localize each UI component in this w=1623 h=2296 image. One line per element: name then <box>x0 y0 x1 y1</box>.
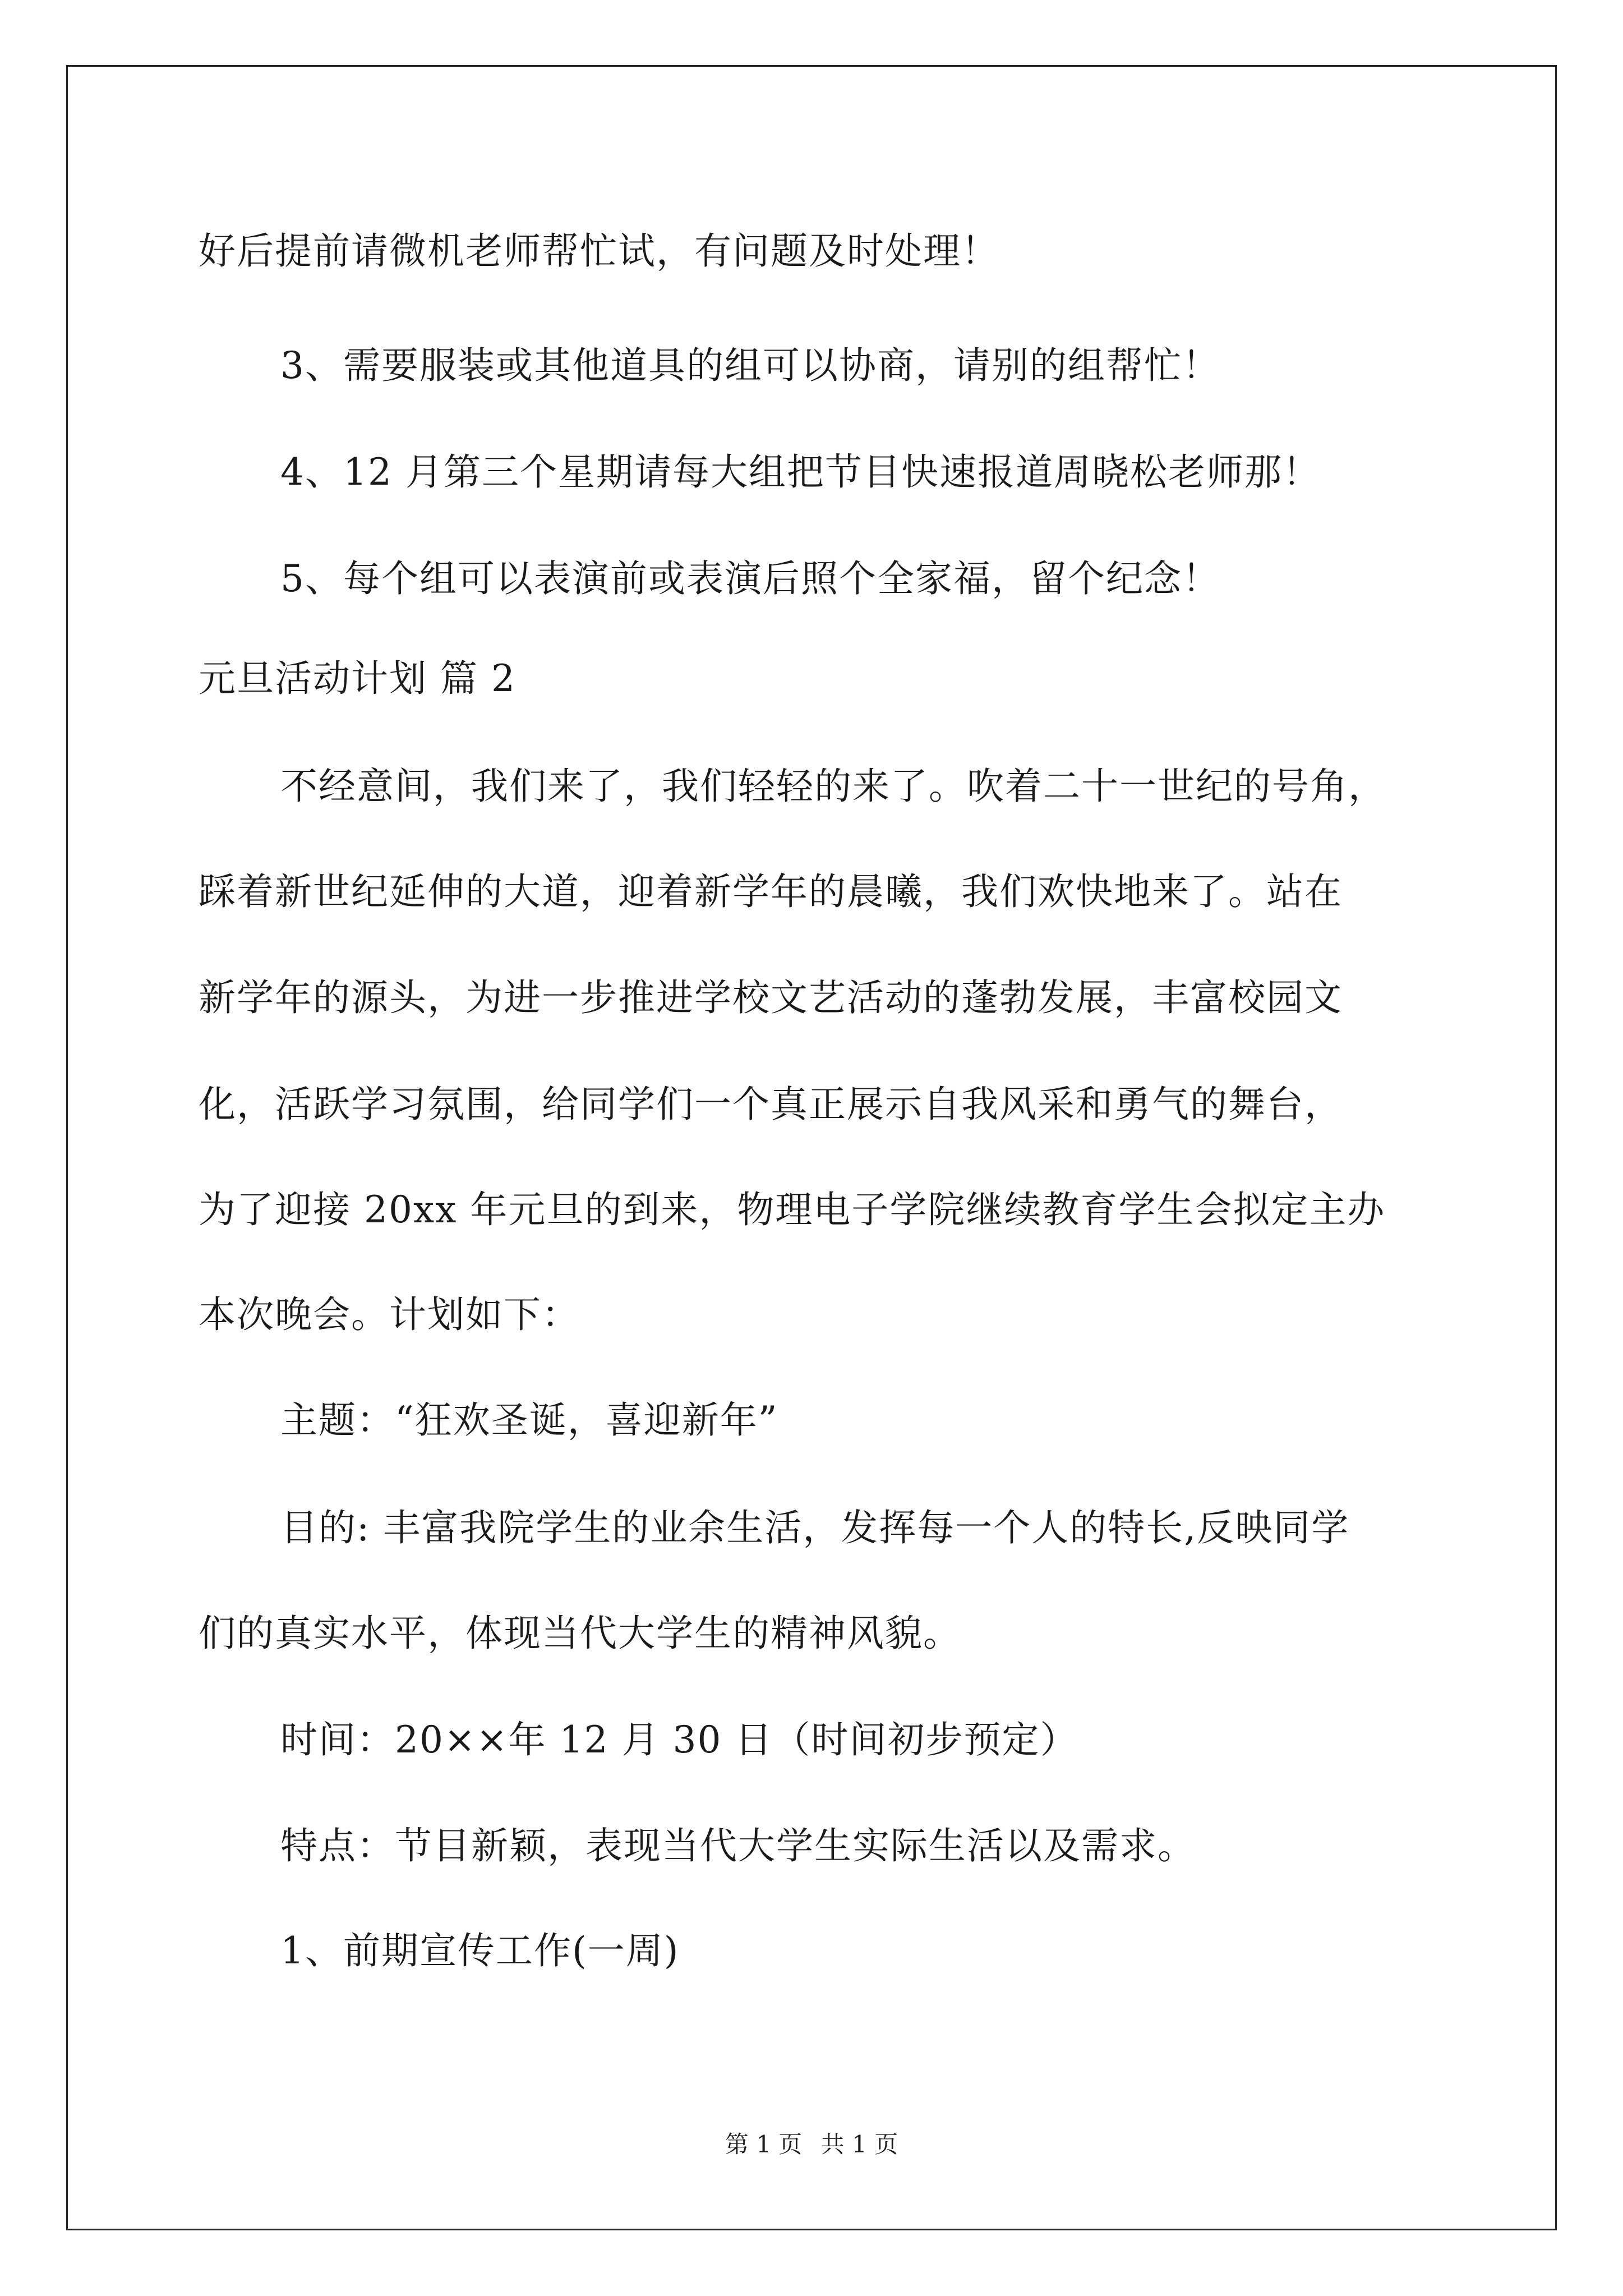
body-line: 好后提前请微机老师帮忙试，有问题及时处理！ <box>199 229 999 273</box>
page-footer <box>0 2129 1623 2160</box>
body-line: 不经意间，我们来了，我们轻轻的来了。吹着二十一世纪的号角， <box>280 765 1386 808</box>
body-line: 4、12 月第三个星期请每大组把节目快速报道周晓松老师那！ <box>280 450 1321 494</box>
body-line: 3、需要服装或其他道具的组可以协商，请别的组帮忙！ <box>280 344 1220 387</box>
body-line: 化，活跃学习氛围，给同学们一个真正展示自我风采和勇气的舞台， <box>199 1083 1343 1126</box>
body-line: 特点：节目新颖，表现当代大学生实际生活以及需求。 <box>280 1824 1196 1867</box>
body-line: 踩着新世纪延伸的大道，迎着新学年的晨曦，我们欢快地来了。站在 <box>199 870 1343 913</box>
body-line: 本次晚会。计划如下： <box>199 1293 580 1336</box>
body-line: 新学年的源头，为进一步推进学校文艺活动的蓬勃发展，丰富校园文 <box>199 976 1343 1019</box>
page-border <box>66 65 1557 2230</box>
body-line: 1、前期宣传工作(一周) <box>280 1929 680 1972</box>
body-line: 时间：20××年 12 月 30 日（时间初步预定） <box>280 1718 1078 1761</box>
body-line: 们的真实水平，体现当代大学生的精神风貌。 <box>199 1612 961 1655</box>
body-line: 为了迎接 20xx 年元旦的到来，物理电子学院继续教育学生会拟定主办 <box>199 1188 1386 1231</box>
body-line: 目的: 丰富我院学生的业余生活，发挥每一个人的特长,反映同学 <box>280 1506 1350 1549</box>
page-number-current: 第 1 页 <box>725 2131 803 2158</box>
body-line: 5、每个组可以表演前或表演后照个全家福，留个纪念！ <box>280 557 1220 600</box>
section-heading: 元旦活动计划 篇 2 <box>199 657 516 700</box>
page-number-total: 共 1 页 <box>820 2131 898 2158</box>
body-line: 主题：“狂欢圣诞，喜迎新年” <box>280 1398 778 1442</box>
